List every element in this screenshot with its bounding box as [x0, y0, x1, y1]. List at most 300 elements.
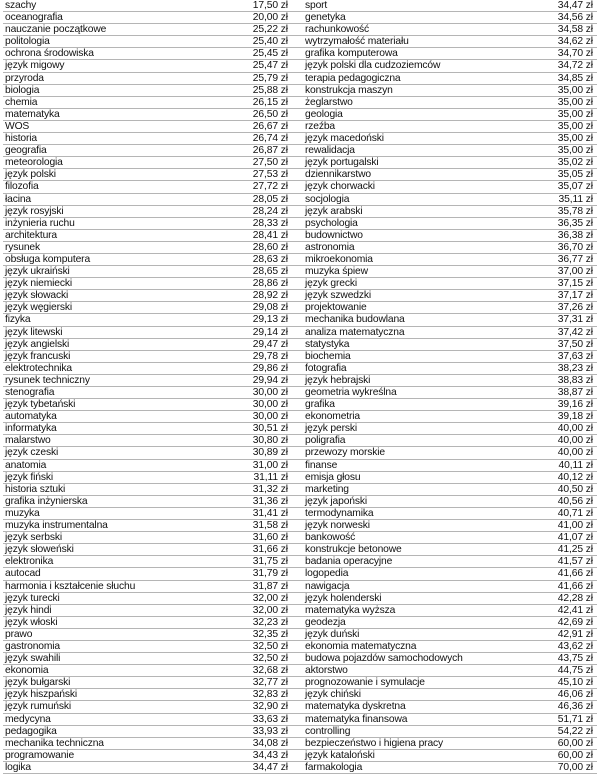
- subject-name: żeglarstwo: [305, 96, 353, 108]
- table-row: [301, 714, 597, 726]
- subject-name: język ukraiński: [5, 266, 70, 278]
- subject-name: matematyka: [5, 108, 60, 120]
- subject-price: 32,83 zł: [252, 689, 288, 701]
- subject-name: historia sztuki: [5, 483, 66, 495]
- subject-name: muzyka instrumentalna: [5, 520, 108, 532]
- table-row: [301, 97, 597, 109]
- subject-price: 28,41 zł: [252, 229, 288, 241]
- subject-name: analiza matematyczna: [305, 326, 405, 338]
- table-row: [301, 169, 597, 181]
- subject-name: grafika: [305, 399, 335, 411]
- table-row: [301, 653, 597, 665]
- subject-name: badania operacyjne: [305, 556, 393, 568]
- subject-price: 46,06 zł: [557, 689, 593, 701]
- subject-name: WOS: [5, 120, 30, 132]
- table-row: [3, 568, 301, 580]
- subject-name: harmonia i kształcenie słuchu: [5, 580, 136, 592]
- subject-price: 34,70 zł: [557, 48, 593, 60]
- subject-name: język swahili: [5, 653, 61, 665]
- subject-name: przewozy morskie: [305, 447, 385, 459]
- subject-price: 36,70 zł: [557, 241, 593, 253]
- subject-price: 36,38 zł: [557, 229, 593, 241]
- table-row: [301, 363, 597, 375]
- table-row: [301, 290, 597, 302]
- subject-price: 34,56 zł: [557, 12, 593, 24]
- table-row: [301, 532, 597, 544]
- subject-name: matematyka dyskretna: [305, 701, 406, 713]
- table-row: [301, 121, 597, 133]
- subject-price: 37,63 zł: [557, 350, 593, 362]
- subject-price: 32,50 zł: [252, 653, 288, 665]
- subject-price: 54,22 zł: [557, 725, 593, 737]
- price-list-right-column: [301, 0, 597, 778]
- table-row: [3, 653, 301, 665]
- subject-name: architektura: [5, 229, 57, 241]
- table-row: [3, 24, 301, 36]
- table-row: [301, 435, 597, 447]
- subject-price: 43,62 zł: [557, 640, 593, 652]
- table-row: [3, 278, 301, 290]
- subject-name: controlling: [305, 725, 351, 737]
- table-row: [3, 750, 301, 762]
- subject-name: język szwedzki: [305, 290, 371, 302]
- subject-name: język węgierski: [5, 302, 72, 314]
- table-row: [3, 496, 301, 508]
- subject-price: 60,00 zł: [557, 749, 593, 761]
- subject-price: 37,26 zł: [557, 302, 593, 314]
- table-row: [3, 532, 301, 544]
- subject-price: 37,42 zł: [557, 326, 593, 338]
- table-row: [301, 230, 597, 242]
- subject-name: programowanie: [5, 749, 75, 761]
- subject-name: fotografia: [305, 362, 347, 374]
- table-row: [3, 677, 301, 689]
- subject-price: 35,07 zł: [557, 181, 593, 193]
- subject-price: 30,51 zł: [252, 423, 288, 435]
- subject-price: 30,80 zł: [252, 435, 288, 447]
- table-row: [3, 12, 301, 24]
- subject-price: 32,00 zł: [252, 604, 288, 616]
- table-row: [3, 726, 301, 738]
- subject-price: 42,69 zł: [557, 616, 593, 628]
- table-row: [301, 447, 597, 459]
- subject-name: szachy: [5, 0, 37, 11]
- subject-price: 28,65 zł: [252, 266, 288, 278]
- subject-name: rewalidacja: [305, 145, 355, 157]
- table-row: [301, 472, 597, 484]
- subject-name: stenografia: [5, 387, 55, 398]
- table-row: [3, 605, 301, 617]
- subject-price: 32,68 zł: [252, 665, 288, 677]
- table-row: [3, 109, 301, 121]
- table-row: [3, 689, 301, 701]
- subject-price: 34,62 zł: [557, 36, 593, 48]
- subject-price: 37,17 zł: [557, 290, 593, 302]
- table-row: [301, 351, 597, 363]
- subject-name: konstrukcje betonowe: [305, 544, 402, 556]
- subject-price: 37,50 zł: [557, 338, 593, 350]
- table-row: [301, 520, 597, 532]
- table-row: [3, 351, 301, 363]
- subject-price: 41,07 zł: [557, 532, 593, 544]
- subject-price: 26,50 zł: [252, 108, 288, 120]
- subject-name: konstrukcja maszyn: [305, 84, 393, 96]
- table-row: [3, 254, 301, 266]
- table-row: [3, 218, 301, 230]
- subject-price: 36,77 zł: [557, 253, 593, 265]
- subject-name: geologia: [305, 108, 343, 120]
- subject-name: geodezja: [305, 616, 346, 628]
- subject-price: 70,00 zł: [557, 761, 593, 773]
- subject-name: psychologia: [305, 217, 358, 229]
- table-row: [301, 701, 597, 713]
- table-row: [3, 387, 301, 399]
- subject-price: 42,41 zł: [557, 604, 593, 616]
- subject-price: 40,50 zł: [557, 483, 593, 495]
- subject-price: 42,28 zł: [557, 592, 593, 604]
- table-row: [3, 206, 301, 218]
- subject-price: 38,83 zł: [557, 374, 593, 386]
- subject-name: politologia: [5, 36, 50, 48]
- table-row: [3, 641, 301, 653]
- table-row: [3, 484, 301, 496]
- subject-name: geografia: [5, 145, 47, 157]
- subject-price: 27,72 zł: [252, 181, 288, 193]
- table-row: [301, 726, 597, 738]
- subject-name: język niemiecki: [5, 278, 72, 290]
- subject-price: 28,86 zł: [252, 278, 288, 290]
- subject-price: 25,22 zł: [252, 24, 288, 36]
- subject-name: socjologia: [305, 193, 350, 205]
- subject-price: 40,71 zł: [557, 507, 593, 519]
- table-row: [301, 48, 597, 60]
- table-row: [3, 617, 301, 629]
- table-row: [301, 36, 597, 48]
- table-row: [3, 145, 301, 157]
- subject-name: język serbski: [5, 532, 62, 544]
- subject-name: ekonomia matematyczna: [305, 640, 417, 652]
- subject-price: 35,02 zł: [557, 157, 593, 169]
- subject-price: 25,79 zł: [252, 72, 288, 84]
- subject-name: chemia: [5, 96, 38, 108]
- subject-name: rachunkowość: [305, 24, 370, 36]
- table-row: [301, 145, 597, 157]
- subject-price: 25,88 zł: [252, 84, 288, 96]
- table-row: [3, 73, 301, 85]
- table-row: [301, 218, 597, 230]
- subject-price: 30,00 zł: [252, 399, 288, 411]
- subject-name: mechanika budowlana: [305, 314, 405, 326]
- subject-name: język chiński: [305, 689, 361, 701]
- table-row: [301, 314, 597, 326]
- subject-price: 29,13 zł: [252, 314, 288, 326]
- table-row: [3, 593, 301, 605]
- subject-name: biochemia: [305, 350, 351, 362]
- table-row: [3, 121, 301, 133]
- table-row: [301, 460, 597, 472]
- subject-name: budownictwo: [305, 229, 363, 241]
- subject-name: informatyka: [5, 423, 57, 435]
- subject-price: 35,00 zł: [557, 120, 593, 132]
- subject-name: język słowacki: [5, 290, 69, 302]
- subject-price: 27,50 zł: [252, 157, 288, 169]
- subject-price: 32,00 zł: [252, 592, 288, 604]
- table-row: [301, 302, 597, 314]
- subject-price: 30,00 zł: [252, 411, 288, 423]
- table-row: [301, 266, 597, 278]
- table-row: [301, 581, 597, 593]
- table-row: [301, 375, 597, 387]
- subject-name: statystyka: [305, 338, 350, 350]
- table-row: [3, 266, 301, 278]
- table-row: [3, 375, 301, 387]
- subject-name: aktorstwo: [305, 665, 348, 677]
- table-row: [3, 399, 301, 411]
- subject-price: 28,92 zł: [252, 290, 288, 302]
- subject-price: 35,00 zł: [557, 96, 593, 108]
- subject-price: 34,58 zł: [557, 24, 593, 36]
- subject-name: język norweski: [305, 520, 370, 532]
- subject-name: historia: [5, 133, 37, 145]
- subject-price: 28,60 zł: [252, 241, 288, 253]
- subject-price: 30,89 zł: [252, 447, 288, 459]
- subject-name: język francuski: [5, 350, 71, 362]
- subject-name: malarstwo: [5, 435, 51, 447]
- subject-name: budowa pojazdów samochodowych: [305, 653, 463, 665]
- table-row: [3, 701, 301, 713]
- table-row: [3, 738, 301, 750]
- subject-name: matematyka wyższa: [305, 604, 396, 616]
- subject-name: język holenderski: [305, 592, 382, 604]
- subject-price: 25,47 zł: [252, 60, 288, 72]
- table-row: [3, 97, 301, 109]
- price-list-page: [3, 0, 597, 778]
- subject-price: 31,00 zł: [252, 459, 288, 471]
- table-row: [301, 206, 597, 218]
- subject-price: 41,66 zł: [557, 580, 593, 592]
- subject-name: rysunek techniczny: [5, 374, 90, 386]
- subject-name: autocad: [5, 568, 41, 580]
- subject-price: 37,31 zł: [557, 314, 593, 326]
- subject-price: 39,18 zł: [557, 411, 593, 423]
- subject-name: język hiszpański: [5, 689, 77, 701]
- table-row: [301, 762, 597, 774]
- table-row: [301, 556, 597, 568]
- table-row: [301, 387, 597, 399]
- subject-name: język angielski: [5, 338, 70, 350]
- table-row: [3, 460, 301, 472]
- subject-price: 30,00 zł: [252, 387, 288, 398]
- subject-name: projektowanie: [305, 302, 367, 314]
- subject-name: medycyna: [5, 713, 51, 725]
- table-row: [301, 181, 597, 193]
- subject-price: 29,94 zł: [252, 374, 288, 386]
- table-row: [301, 484, 597, 496]
- table-row: [3, 0, 301, 12]
- table-row: [301, 593, 597, 605]
- subject-name: nawigacja: [305, 580, 350, 592]
- subject-price: 37,00 zł: [557, 266, 593, 278]
- subject-price: 32,90 zł: [252, 701, 288, 713]
- subject-price: 37,15 zł: [557, 278, 593, 290]
- subject-price: 25,40 zł: [252, 36, 288, 48]
- table-row: [301, 738, 597, 750]
- price-list-left-column: [3, 0, 301, 778]
- subject-name: język rosyjski: [5, 205, 64, 217]
- subject-name: filozofia: [5, 181, 39, 193]
- subject-price: 17,50 zł: [252, 0, 288, 11]
- subject-price: 60,00 zł: [557, 737, 593, 749]
- subject-name: ekonometria: [305, 411, 361, 423]
- table-row: [3, 339, 301, 351]
- subject-name: rysunek: [5, 241, 41, 253]
- table-row: [3, 302, 301, 314]
- subject-price: 38,87 zł: [557, 387, 593, 398]
- subject-name: anatomia: [5, 459, 47, 471]
- subject-price: 29,08 zł: [252, 302, 288, 314]
- subject-name: rzeźba: [305, 120, 336, 132]
- subject-price: 41,66 zł: [557, 568, 593, 580]
- subject-name: bankowość: [305, 532, 356, 544]
- subject-price: 46,36 zł: [557, 701, 593, 713]
- subject-price: 51,71 zł: [557, 713, 593, 725]
- subject-price: 31,58 zł: [252, 520, 288, 532]
- subject-name: język hindi: [5, 604, 52, 616]
- subject-name: elektrotechnika: [5, 362, 73, 374]
- subject-price: 29,14 zł: [252, 326, 288, 338]
- table-row: [301, 423, 597, 435]
- subject-price: 31,66 zł: [252, 544, 288, 556]
- subject-name: geometria wykreślna: [305, 387, 397, 398]
- subject-name: wytrzymałość materiału: [305, 36, 409, 48]
- table-row: [301, 24, 597, 36]
- subject-price: 20,00 zł: [252, 12, 288, 24]
- table-row: [3, 472, 301, 484]
- subject-name: muzyka śpiew: [305, 266, 368, 278]
- subject-price: 27,53 zł: [252, 169, 288, 181]
- table-row: [301, 85, 597, 97]
- subject-name: język tybetański: [5, 399, 76, 411]
- table-row: [301, 496, 597, 508]
- subject-price: 32,23 zł: [252, 616, 288, 628]
- subject-name: język litewski: [5, 326, 63, 338]
- subject-price: 28,24 zł: [252, 205, 288, 217]
- subject-name: biologia: [5, 84, 40, 96]
- subject-price: 42,91 zł: [557, 628, 593, 640]
- table-row: [3, 133, 301, 145]
- table-row: [301, 544, 597, 556]
- table-row: [3, 714, 301, 726]
- table-row: [301, 617, 597, 629]
- subject-price: 31,75 zł: [252, 556, 288, 568]
- subject-price: 31,36 zł: [252, 495, 288, 507]
- subject-name: emisja głosu: [305, 471, 361, 483]
- subject-name: język chorwacki: [305, 181, 375, 193]
- table-row: [3, 762, 301, 774]
- subject-name: terapia pedagogiczna: [305, 72, 401, 84]
- table-row: [3, 447, 301, 459]
- table-row: [3, 581, 301, 593]
- subject-name: oceanografia: [5, 12, 63, 24]
- table-row: [301, 641, 597, 653]
- table-row: [301, 60, 597, 72]
- subject-price: 31,11 zł: [253, 471, 288, 483]
- subject-name: ochrona środowiska: [5, 48, 94, 60]
- subject-name: automatyka: [5, 411, 57, 423]
- subject-price: 32,77 zł: [252, 677, 288, 689]
- subject-name: pedagogika: [5, 725, 57, 737]
- table-row: [3, 85, 301, 97]
- subject-price: 40,00 zł: [557, 435, 593, 447]
- table-row: [3, 181, 301, 193]
- subject-name: meteorologia: [5, 157, 63, 169]
- subject-name: przyroda: [5, 72, 44, 84]
- subject-name: język macedoński: [305, 133, 384, 145]
- table-row: [301, 133, 597, 145]
- subject-price: 32,35 zł: [252, 628, 288, 640]
- subject-price: 31,41 zł: [252, 507, 288, 519]
- subject-name: astronomia: [305, 241, 355, 253]
- subject-name: grafika komputerowa: [305, 48, 398, 60]
- subject-name: język perski: [305, 423, 357, 435]
- subject-name: grafika inżynierska: [5, 495, 88, 507]
- subject-name: ekonomia: [5, 665, 49, 677]
- table-row: [3, 230, 301, 242]
- subject-name: nauczanie początkowe: [5, 24, 107, 36]
- subject-price: 41,57 zł: [557, 556, 593, 568]
- subject-price: 40,12 zł: [557, 471, 593, 483]
- subject-name: język bułgarski: [5, 677, 71, 689]
- table-row: [3, 169, 301, 181]
- subject-price: 26,67 zł: [252, 120, 288, 132]
- table-row: [301, 411, 597, 423]
- subject-price: 44,75 zł: [557, 665, 593, 677]
- subject-price: 40,11 zł: [558, 459, 593, 471]
- subject-price: 29,86 zł: [252, 362, 288, 374]
- subject-price: 41,00 zł: [557, 520, 593, 532]
- table-row: [301, 339, 597, 351]
- table-row: [301, 665, 597, 677]
- table-row: [301, 750, 597, 762]
- subject-name: prognozowanie i symulacje: [305, 677, 425, 689]
- table-row: [301, 605, 597, 617]
- subject-name: język duński: [305, 628, 360, 640]
- subject-name: język grecki: [305, 278, 357, 290]
- table-row: [3, 423, 301, 435]
- subject-price: 31,32 zł: [252, 483, 288, 495]
- subject-price: 33,63 zł: [252, 713, 288, 725]
- subject-name: mechanika techniczna: [5, 737, 104, 749]
- table-row: [301, 278, 597, 290]
- subject-name: marketing: [305, 483, 349, 495]
- table-row: [3, 544, 301, 556]
- table-row: [301, 254, 597, 266]
- table-row: [3, 48, 301, 60]
- subject-name: genetyka: [305, 12, 346, 24]
- subject-price: 40,00 zł: [557, 423, 593, 435]
- table-row: [3, 157, 301, 169]
- subject-price: 35,05 zł: [557, 169, 593, 181]
- subject-name: obsługa komputera: [5, 253, 91, 265]
- table-row: [3, 508, 301, 520]
- subject-name: łacina: [5, 193, 32, 205]
- subject-name: muzyka: [5, 507, 40, 519]
- subject-name: język czeski: [5, 447, 59, 459]
- table-row: [301, 194, 597, 206]
- subject-price: 45,10 zł: [557, 677, 593, 689]
- subject-price: 31,60 zł: [252, 532, 288, 544]
- table-row: [301, 157, 597, 169]
